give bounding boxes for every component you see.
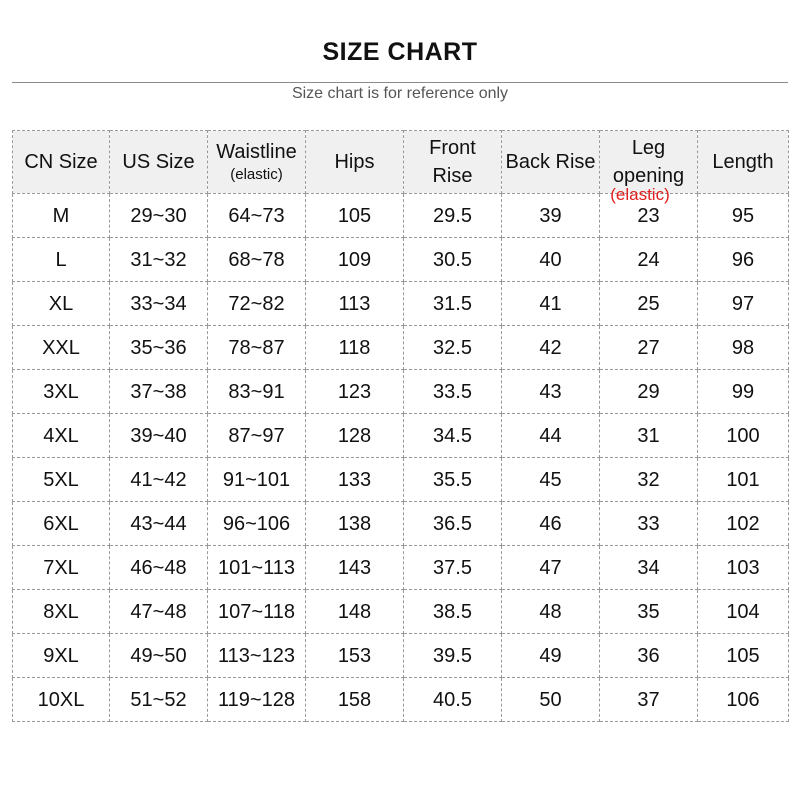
table-cell: 36.5 bbox=[404, 502, 502, 546]
table-cell: 105 bbox=[698, 634, 789, 678]
table-cell: 29 bbox=[600, 370, 698, 414]
header-row bbox=[13, 131, 789, 194]
table-cell: 34 bbox=[600, 546, 698, 590]
table-cell: 34.5 bbox=[404, 414, 502, 458]
table-cell: 133 bbox=[306, 458, 404, 502]
table-cell: 8XL bbox=[13, 590, 110, 634]
table-cell: 39 bbox=[502, 194, 600, 238]
table-cell: 87~97 bbox=[208, 414, 306, 458]
table-cell: 25 bbox=[600, 282, 698, 326]
table-cell: M bbox=[13, 194, 110, 238]
table-cell: 24 bbox=[600, 238, 698, 282]
table-cell: 39.5 bbox=[404, 634, 502, 678]
col-header-hips: Hips bbox=[306, 131, 404, 194]
table-cell: 96 bbox=[698, 238, 789, 282]
table-row bbox=[13, 282, 789, 326]
table-cell: 32.5 bbox=[404, 326, 502, 370]
title-divider bbox=[12, 82, 788, 83]
table-cell: 99 bbox=[698, 370, 789, 414]
table-cell: 48 bbox=[502, 590, 600, 634]
table-row bbox=[13, 326, 789, 370]
table-cell: 68~78 bbox=[208, 238, 306, 282]
table-cell: 91~101 bbox=[208, 458, 306, 502]
table-cell: 102 bbox=[698, 502, 789, 546]
table-row bbox=[13, 458, 789, 502]
table-cell: 96~106 bbox=[208, 502, 306, 546]
table-cell: 153 bbox=[306, 634, 404, 678]
page-subtitle: Size chart is for reference only bbox=[291, 85, 509, 102]
table-cell: XXL bbox=[13, 326, 110, 370]
size-chart-table bbox=[12, 130, 789, 722]
table-cell: 47 bbox=[502, 546, 600, 590]
table-cell: 10XL bbox=[13, 678, 110, 722]
table-cell: 138 bbox=[306, 502, 404, 546]
table-cell: 40 bbox=[502, 238, 600, 282]
table-cell: 37.5 bbox=[404, 546, 502, 590]
col-header-back-rise: Back Rise bbox=[502, 131, 600, 194]
table-cell: 5XL bbox=[13, 458, 110, 502]
table-cell: 123 bbox=[306, 370, 404, 414]
table-cell: 119~128 bbox=[208, 678, 306, 722]
table-cell: 50 bbox=[502, 678, 600, 722]
table-row bbox=[13, 678, 789, 722]
table-cell: 37 bbox=[600, 678, 698, 722]
table-cell: 101~113 bbox=[208, 546, 306, 590]
table-cell: 9XL bbox=[13, 634, 110, 678]
table-cell: 101 bbox=[698, 458, 789, 502]
table-cell: 31~32 bbox=[110, 238, 208, 282]
table-row bbox=[13, 546, 789, 590]
table-cell: 31.5 bbox=[404, 282, 502, 326]
table-cell: 103 bbox=[698, 546, 789, 590]
table-cell: 35.5 bbox=[404, 458, 502, 502]
col-header-cn-size: CN Size bbox=[13, 131, 110, 194]
table-cell: 39~40 bbox=[110, 414, 208, 458]
table-cell: 31 bbox=[600, 414, 698, 458]
table-cell: 143 bbox=[306, 546, 404, 590]
col-header-front-rise: Front Rise bbox=[404, 131, 502, 194]
table-cell: 35 bbox=[600, 590, 698, 634]
table-cell: 27 bbox=[600, 326, 698, 370]
table-cell: 104 bbox=[698, 590, 789, 634]
table-row bbox=[13, 502, 789, 546]
table-cell: 148 bbox=[306, 590, 404, 634]
table-cell: 35~36 bbox=[110, 326, 208, 370]
table-cell: 49 bbox=[502, 634, 600, 678]
table-cell: 33 bbox=[600, 502, 698, 546]
table-cell: 78~87 bbox=[208, 326, 306, 370]
table-cell: 29.5 bbox=[404, 194, 502, 238]
table-cell: 107~118 bbox=[208, 590, 306, 634]
table-cell: 43~44 bbox=[110, 502, 208, 546]
table-cell: 118 bbox=[306, 326, 404, 370]
table-cell: 30.5 bbox=[404, 238, 502, 282]
table-cell: 33.5 bbox=[404, 370, 502, 414]
table-cell: 44 bbox=[502, 414, 600, 458]
table-cell: 33~34 bbox=[110, 282, 208, 326]
table-cell: 7XL bbox=[13, 546, 110, 590]
col-header-leg-opening: Leg opening bbox=[600, 131, 698, 194]
table-cell: 72~82 bbox=[208, 282, 306, 326]
table-cell: 158 bbox=[306, 678, 404, 722]
table-cell: 29~30 bbox=[110, 194, 208, 238]
table-row bbox=[13, 414, 789, 458]
table-cell: 41~42 bbox=[110, 458, 208, 502]
table-cell: 23 bbox=[600, 194, 698, 238]
page-title: SIZE CHART bbox=[322, 38, 478, 66]
table-cell: 109 bbox=[306, 238, 404, 282]
table-cell: 37~38 bbox=[110, 370, 208, 414]
table-cell: L bbox=[13, 238, 110, 282]
table-cell: 113 bbox=[306, 282, 404, 326]
table-cell: 64~73 bbox=[208, 194, 306, 238]
table-cell: 47~48 bbox=[110, 590, 208, 634]
table-cell: 40.5 bbox=[404, 678, 502, 722]
table-cell: 83~91 bbox=[208, 370, 306, 414]
col-header-waistline: Waistline (elastic) bbox=[208, 131, 306, 194]
table-cell: 95 bbox=[698, 194, 789, 238]
table-cell: 41 bbox=[502, 282, 600, 326]
col-header-length: Length bbox=[698, 131, 789, 194]
leg-opening-note: (elastic) bbox=[610, 185, 670, 204]
table-cell: 32 bbox=[600, 458, 698, 502]
table-cell: 36 bbox=[600, 634, 698, 678]
table-cell: 113~123 bbox=[208, 634, 306, 678]
table-cell: XL bbox=[13, 282, 110, 326]
table-row bbox=[13, 634, 789, 678]
table-cell: 100 bbox=[698, 414, 789, 458]
table-cell: 105 bbox=[306, 194, 404, 238]
table-row bbox=[13, 370, 789, 414]
table-cell: 6XL bbox=[13, 502, 110, 546]
table-cell: 38.5 bbox=[404, 590, 502, 634]
table-cell: 106 bbox=[698, 678, 789, 722]
table-row bbox=[13, 238, 789, 282]
table-cell: 46 bbox=[502, 502, 600, 546]
table-cell: 3XL bbox=[13, 370, 110, 414]
table-cell: 49~50 bbox=[110, 634, 208, 678]
table-cell: 45 bbox=[502, 458, 600, 502]
table-cell: 43 bbox=[502, 370, 600, 414]
col-header-us-size: US Size bbox=[110, 131, 208, 194]
table-cell: 128 bbox=[306, 414, 404, 458]
table-cell: 51~52 bbox=[110, 678, 208, 722]
table-cell: 4XL bbox=[13, 414, 110, 458]
table-cell: 98 bbox=[698, 326, 789, 370]
waistline-note: (elastic) bbox=[230, 165, 283, 183]
table-row bbox=[13, 590, 789, 634]
table-cell: 42 bbox=[502, 326, 600, 370]
table-cell: 46~48 bbox=[110, 546, 208, 590]
table-cell: 97 bbox=[698, 282, 789, 326]
